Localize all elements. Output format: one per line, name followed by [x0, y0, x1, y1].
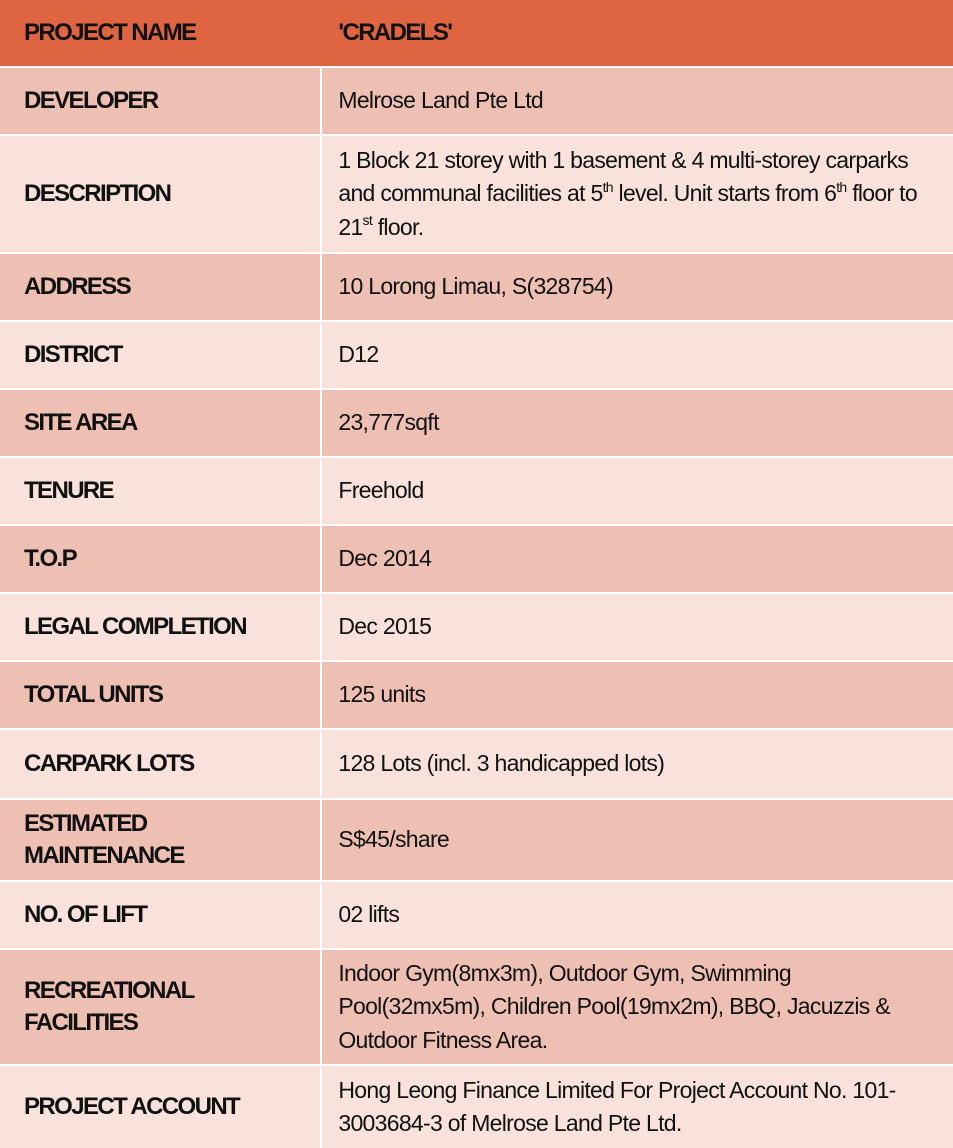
row-label: DISTRICT [0, 322, 320, 388]
row-label-line2: MAINTENANCE [24, 842, 184, 869]
row-value: S$45/share [322, 800, 953, 880]
row-label [0, 800, 320, 880]
row-label: DESCRIPTION [0, 136, 320, 252]
row-value: 23,777sqft [322, 390, 953, 456]
row-label: CARPARK LOTS [0, 730, 320, 798]
row-value: Indoor Gym(8mx3m), Outdoor Gym, Swimming Pool(32mx5m), Children Pool(19mx2m), BBQ, Jacuzzis & Outdoor Fitness Area. [322, 950, 953, 1064]
table-row-legal-completion [0, 594, 953, 660]
table-row-no-of-lift [0, 882, 953, 948]
row-value: Dec 2014 [322, 526, 953, 592]
row-label-line1: ESTIMATED [24, 809, 147, 837]
row-value: 02 lifts [322, 882, 953, 948]
row-value: 10 Lorong Limau, S(328754) [322, 254, 953, 320]
table-row-carpark-lots [0, 730, 953, 798]
row-value: Dec 2015 [322, 594, 953, 660]
row-label: SITE AREA [0, 390, 320, 456]
table-row-recreational-facilities [0, 950, 953, 1064]
table-row-description [0, 136, 953, 252]
row-label: PROJECT ACCOUNT [0, 1066, 320, 1148]
description-text: 1 Block 21 storey with 1 basement & 4 multi-storey carparks and communal facilities at 5th level. Unit starts from 6th floor to 21st floor. [338, 146, 917, 240]
row-label: NO. OF LIFT [0, 882, 320, 948]
row-value: Hong Leong Finance Limited For Project Account No. 101-3003684-3 of Melrose Land Pte Ltd. [322, 1066, 953, 1148]
row-value: Melrose Land Pte Ltd [322, 68, 953, 134]
row-label-line2: FACILITIES [24, 1009, 138, 1036]
row-label: DEVELOPER [0, 68, 320, 134]
table-row-developer [0, 68, 953, 134]
row-value: Freehold [322, 458, 953, 524]
header-label: PROJECT NAME [0, 0, 320, 66]
row-value: 125 units [322, 662, 953, 728]
header-value: 'CRADELS' [322, 0, 953, 66]
row-value [322, 136, 953, 252]
row-label: T.O.P [0, 526, 320, 592]
row-label: TOTAL UNITS [0, 662, 320, 728]
row-label [0, 950, 320, 1064]
table-row-project-account [0, 1066, 953, 1148]
table-header-row [0, 0, 953, 66]
table-row-district [0, 322, 953, 388]
row-value: D12 [322, 322, 953, 388]
row-label: LEGAL COMPLETION [0, 594, 320, 660]
row-label: TENURE [0, 458, 320, 524]
table-row-site-area [0, 390, 953, 456]
row-value: 128 Lots (incl. 3 handicapped lots) [322, 730, 953, 798]
table-row-top [0, 526, 953, 592]
table-row-total-units [0, 662, 953, 728]
table-row-address [0, 254, 953, 320]
row-label: ADDRESS [0, 254, 320, 320]
table-row-tenure [0, 458, 953, 524]
row-label-line1: RECREATIONAL [24, 976, 194, 1004]
table-row-estimated-maintenance [0, 800, 953, 880]
